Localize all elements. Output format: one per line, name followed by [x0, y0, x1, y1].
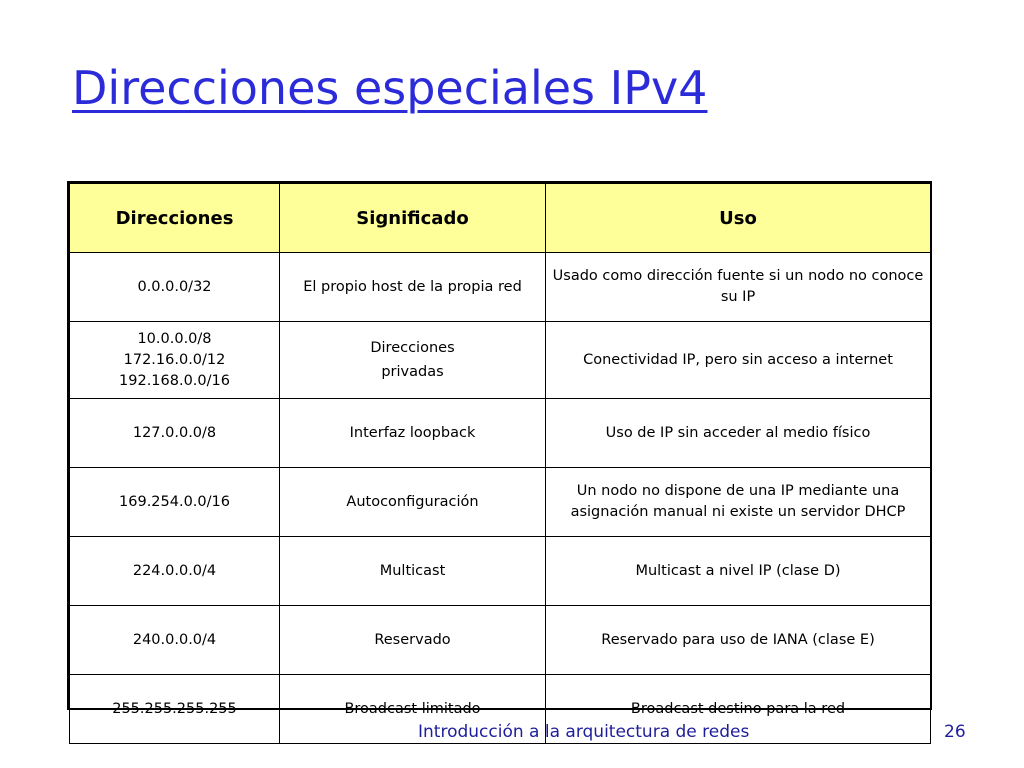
cell-uso: Multicast a nivel IP (clase D)	[546, 537, 931, 606]
slide-footer	[0, 720, 1024, 748]
cell-significado: Multicast	[280, 537, 546, 606]
cell-significado: Broadcast limitado	[280, 675, 546, 744]
table-row	[70, 322, 931, 399]
cell-direcciones: 127.0.0.0/8	[70, 399, 280, 468]
cell-uso: Conectividad IP, pero sin acceso a internet	[546, 322, 931, 399]
meaning-line: Direcciones	[370, 340, 455, 356]
cell-significado: El propio host de la propia red	[280, 253, 546, 322]
table-header-row	[70, 184, 931, 253]
cell-significado: Reservado	[280, 606, 546, 675]
table-row	[70, 468, 931, 537]
header-significado: Significado	[280, 184, 546, 253]
header-uso: Uso	[546, 184, 931, 253]
cell-direcciones	[70, 322, 280, 399]
cell-direcciones: 224.0.0.0/4	[70, 537, 280, 606]
meaning-line: privadas	[381, 364, 444, 380]
cell-significado	[280, 322, 546, 399]
cell-uso: Reservado para uso de IANA (clase E)	[546, 606, 931, 675]
address-line: 172.16.0.0/12	[123, 351, 226, 368]
cell-significado: Interfaz loopback	[280, 399, 546, 468]
cell-direcciones: 255.255.255.255	[70, 675, 280, 744]
header-direcciones: Direcciones	[70, 184, 280, 253]
cell-uso: Un nodo no dispone de una IP mediante una asignación manual ni existe un servidor DHCP	[546, 468, 931, 537]
special-addresses-table-container	[67, 181, 932, 717]
page-number: 26	[944, 722, 966, 742]
cell-uso: Broadcast destino para la red	[546, 675, 931, 744]
address-line: 10.0.0.0/8	[137, 330, 212, 347]
table-row	[70, 606, 931, 675]
special-addresses-table	[69, 183, 931, 744]
cell-uso: Uso de IP sin acceder al medio físico	[546, 399, 931, 468]
table-row	[70, 537, 931, 606]
slide-title: Direcciones especiales IPv4	[72, 61, 708, 115]
cell-direcciones: 240.0.0.0/4	[70, 606, 280, 675]
cell-direcciones: 0.0.0.0/32	[70, 253, 280, 322]
table-row	[70, 253, 931, 322]
address-line: 192.168.0.0/16	[119, 372, 230, 389]
cell-uso: Usado como dirección fuente si un nodo no conoce su IP	[546, 253, 931, 322]
cell-direcciones: 169.254.0.0/16	[70, 468, 280, 537]
footer-course-title: Introducción a la arquitectura de redes	[418, 722, 750, 742]
cell-significado: Autoconfiguración	[280, 468, 546, 537]
table-row	[70, 399, 931, 468]
